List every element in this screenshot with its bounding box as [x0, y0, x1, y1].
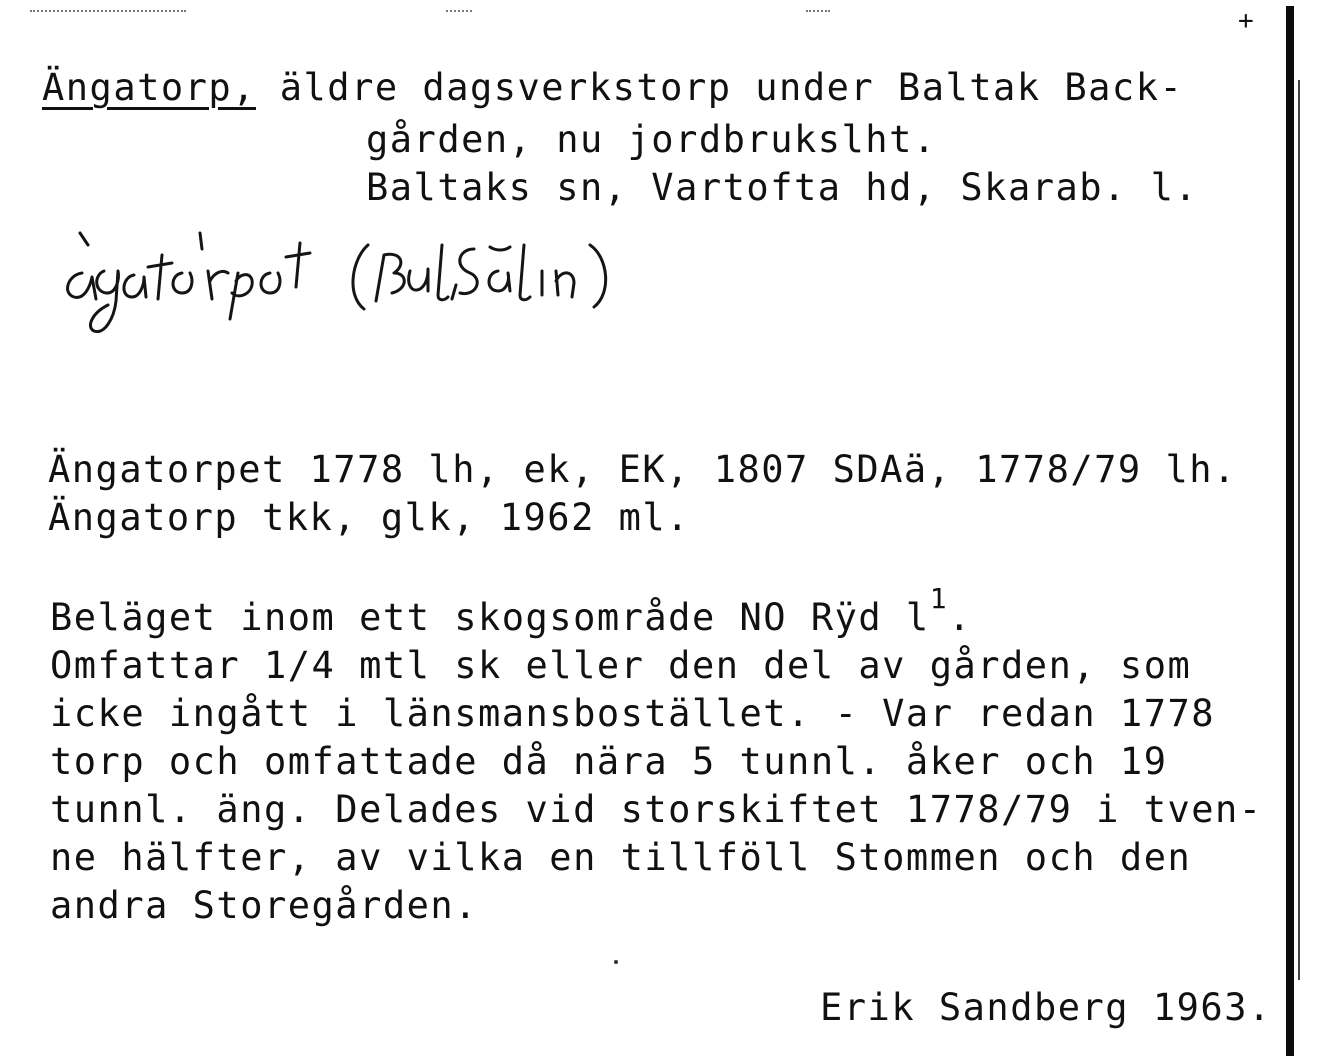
body-line1: [50, 582, 972, 643]
body-line1-period: .: [948, 596, 972, 639]
entry-location-line: Baltaks sn, Vartofta hd, Skarab. l.: [366, 166, 1199, 209]
card-right-edge: [1286, 6, 1294, 1056]
entry-headword: Ängatorp,: [42, 66, 256, 109]
body-line7: andra Storegården.: [50, 884, 478, 927]
entry-description-line2: gården, nu jordbrukslht.: [366, 118, 937, 161]
body-line5: tunnl. äng. Delades vid storskiftet 1778/79 i tven-: [50, 788, 1263, 831]
sources-line1: Ängatorpet 1778 lh, ek, EK, 1807 SDAä, 1778/79 lh.: [48, 448, 1237, 491]
paper-speck: [614, 960, 618, 964]
entry-heading-line: [42, 66, 1183, 110]
body-line1-superscript: 1: [929, 582, 949, 615]
body-line6: ne hälfter, av vilka en tillföll Stommen och den: [50, 836, 1192, 879]
corner-cross-mark: +: [1238, 6, 1254, 36]
body-line1-text: Beläget inom ett skogsområde NO Rÿd l: [50, 596, 930, 639]
card-right-edge-shadow: [1298, 80, 1300, 980]
entry-description: äldre dagsverkstorp under Baltak Back-: [255, 66, 1184, 109]
top-dotted-mark: [446, 10, 472, 15]
body-line4: torp och omfattade då nära 5 tunnl. åker och 19: [50, 740, 1168, 783]
top-dotted-mark: [30, 10, 186, 15]
body-line2: Omfattar 1/4 mtl sk eller den del av gården, som: [50, 644, 1192, 687]
handwritten-note: [50, 225, 810, 345]
body-line3: icke ingått i länsmansbostället. - Var redan 1778: [50, 692, 1216, 735]
author-signature: Erik Sandberg 1963.: [820, 986, 1272, 1029]
sources-line2: Ängatorp tkk, glk, 1962 ml.: [48, 496, 690, 539]
top-dotted-mark: [806, 10, 830, 15]
